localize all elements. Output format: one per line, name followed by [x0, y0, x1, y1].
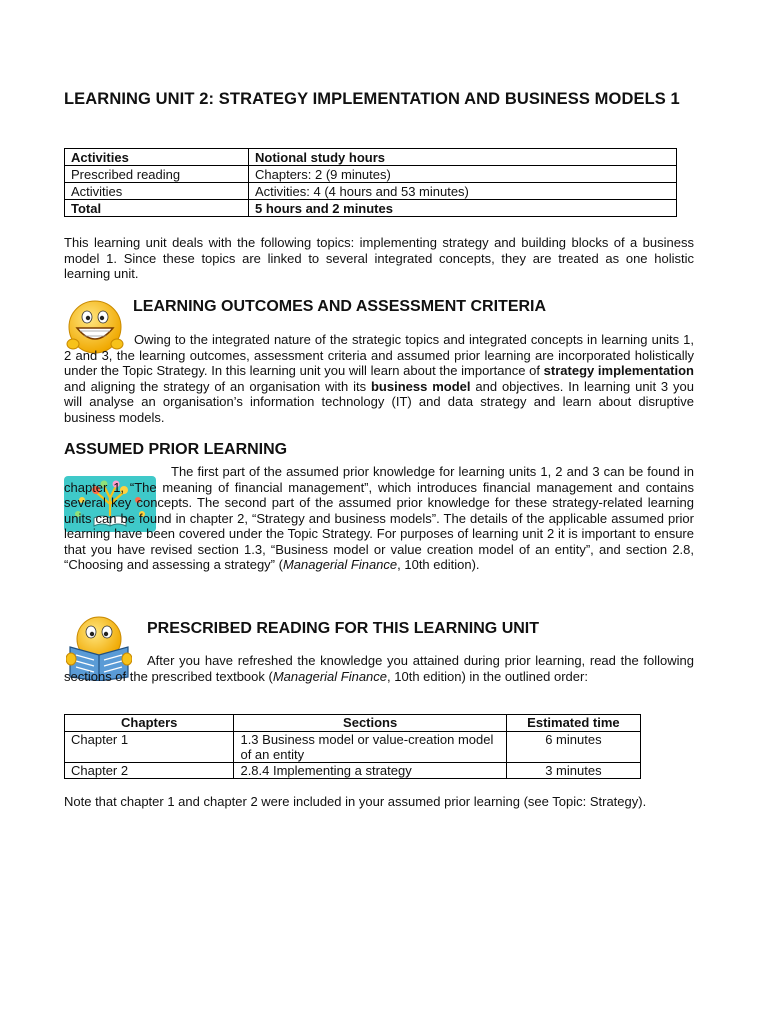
table-total-row — [65, 200, 677, 217]
table-cell: 3 minutes — [506, 763, 640, 779]
table-header-cell: Activities — [65, 149, 249, 166]
prescribed-reading-heading: PRESCRIBED READING FOR THIS LEARNING UNIT — [147, 620, 540, 637]
text-run: , 10th edition) in the outlined order: — [387, 668, 588, 684]
prior-learning-paragraph — [64, 464, 694, 573]
note-paragraph: Note that chapter 1 and chapter 2 were included in your assumed prior learning (see Topic: Strategy). — [64, 794, 647, 809]
table-row — [65, 183, 677, 200]
bold-term: strategy implementation — [543, 363, 694, 378]
intro-paragraph: This learning unit deals with the following topics: implementing strategy and building blocks of a business model 1. Since these topics are linked to several integrated concepts, they are treated as one holistic learning unit. — [64, 235, 694, 281]
table-header-row — [65, 715, 641, 732]
table-header-cell: Chapters — [65, 715, 234, 732]
table-cell: Chapter 2 — [65, 763, 234, 779]
table-row — [65, 732, 641, 763]
table-header-row — [65, 149, 677, 166]
table-header-cell: Sections — [234, 715, 506, 732]
prior-learning-heading: ASSUMED PRIOR LEARNING — [64, 441, 288, 458]
text-run: After you have refreshed the knowledge you attained during prior learning, read the following sections of the prescribed textbook ( — [64, 653, 694, 684]
bold-term: business model — [370, 378, 471, 394]
chapters-table — [64, 714, 641, 779]
text-run: , 10th edition). — [397, 557, 480, 572]
table-header-cell: Notional study hours — [249, 149, 677, 166]
study-hours-table — [64, 148, 677, 217]
table-header-cell: Estimated time — [506, 715, 640, 732]
table-row — [65, 166, 677, 183]
outcomes-heading: LEARNING OUTCOMES AND ASSESSMENT CRITERIA — [133, 298, 547, 315]
prescribed-reading-paragraph — [64, 653, 694, 684]
text-run: and objectives. In learning unit 3 you will analyse an organisation’s information technology (IT) and data strategy and learn about disruptive business models. — [64, 378, 695, 425]
outcomes-paragraph — [64, 332, 694, 425]
page-title: LEARNING UNIT 2: STRATEGY IMPLEMENTATION AND BUSINESS MODELS 1 — [64, 90, 680, 108]
table-cell: 5 hours and 2 minutes — [249, 200, 677, 217]
table-row — [65, 763, 641, 779]
table-cell: 2.8.4 Implementing a strategy — [234, 763, 506, 779]
table-cell: Total — [65, 200, 249, 217]
table-cell: 1.3 Business model or value-creation model of an entity — [234, 732, 506, 763]
text-run: Owing to the integrated nature of the strategic topics and integrated concepts in learning units 1, 2 and 3, the learning outcomes, assessment criteria and assumed prior learning are incorporated holistically under the Topic Strategy. In this learning unit you will learn about the importance of — [64, 332, 694, 378]
text-run: The first part of the assumed prior knowledge for learning units 1, 2 and 3 can be found in chapter 1, “The meaning of financial management”, which introduces financial management and contains several key concepts. The second part of the assumed prior knowledge for these strategy-related learning units can be found in chapter 2, “Strategy and business models”. The details of the applicable assumed prior learning have been covered under the Topic Strategy. For purposes of learning unit 2 it is important to ensure that you have revised section 1.3, “Business model or value creation model of an entity”, and section 2.8, “Choosing and assessing a strategy” ( — [64, 464, 694, 572]
table-cell: Prescribed reading — [65, 166, 249, 183]
table-cell: 6 minutes — [506, 732, 640, 763]
book-title: Managerial Finance — [272, 668, 388, 684]
text-run: and aligning the strategy of an organisation with its — [64, 378, 371, 394]
table-cell: Chapters: 2 (9 minutes) — [249, 166, 677, 183]
table-cell: Activities: 4 (4 hours and 53 minutes) — [249, 183, 677, 200]
book-title: Managerial Finance — [282, 557, 398, 572]
table-cell: Activities — [65, 183, 249, 200]
table-cell: Chapter 1 — [65, 732, 234, 763]
